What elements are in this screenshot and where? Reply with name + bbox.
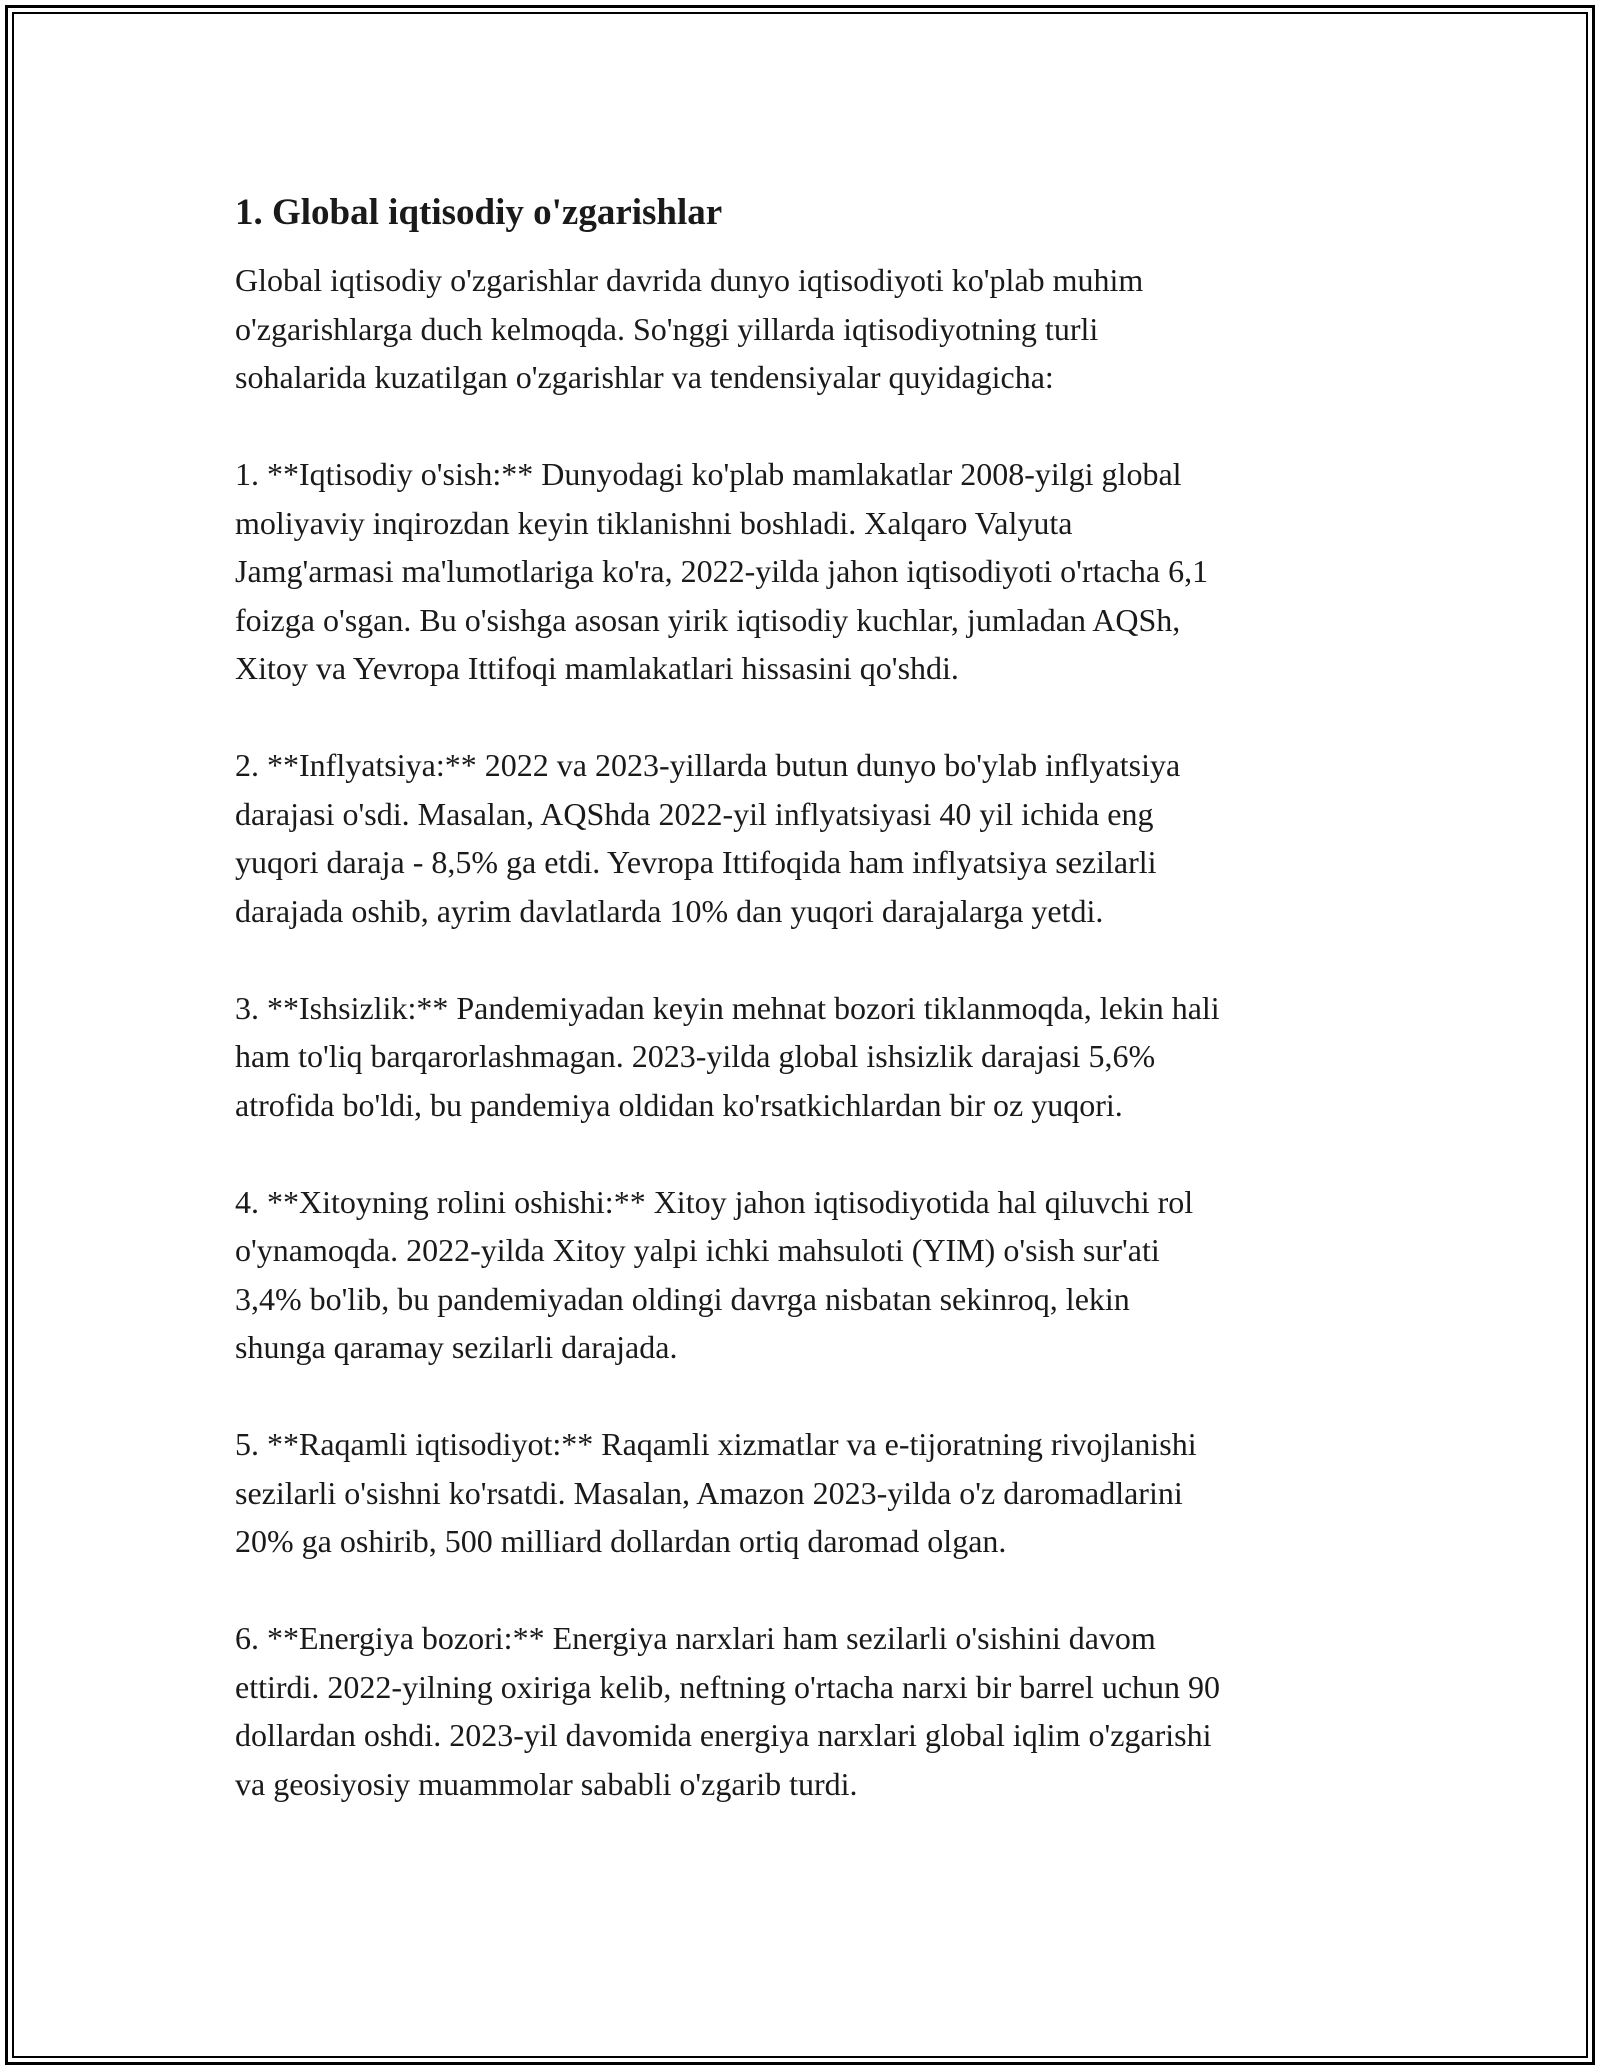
- text-line: atrofida bo'ldi, bu pandemiya oldidan ko'rsatkichlardan bir oz yuqori.: [235, 1086, 1123, 1123]
- text-line: darajasi o'sdi. Masalan, AQShda 2022-yil inflyatsiyasi 40 yil ichida eng: [235, 795, 1154, 832]
- text-line: dollardan oshdi. 2023-yil davomida energiya narxlari global iqlim o'zgarishi: [235, 1717, 1212, 1753]
- text-line: foizga o'sgan. Bu o'sishga asosan yirik iqtisodiy kuchlar, jumladan AQSh,: [235, 601, 1181, 638]
- text-line: sezilarli o'sishni ko'rsatdi. Masalan, Amazon 2023-yilda o'z daromadlarini: [235, 1474, 1183, 1511]
- text-line: va geosiyosiy muammolar sababli o'zgarib turdi.: [235, 1765, 858, 1802]
- text-line: 2. **Inflyatsiya:** 2022 va 2023-yillarda butun dunyo bo'ylab inflyatsiya: [235, 747, 1181, 783]
- text-line: ham to'liq barqarorlashmagan. 2023-yilda global ishsizlik darajasi 5,6%: [235, 1038, 1156, 1074]
- document-title: 1. Global iqtisodiy o'zgarishlar: [235, 192, 723, 233]
- text-line: 20% ga oshirib, 500 milliard dollardan ortiq daromad olgan.: [235, 1523, 1007, 1559]
- text-line: darajada oshib, ayrim davlatlarda 10% dan yuqori darajalarga yetdi.: [235, 892, 1104, 929]
- text-line: 6. **Energiya bozori:** Energiya narxlari ham sezilarli o'sishini davom: [235, 1620, 1156, 1656]
- text-line: yuqori daraja - 8,5% ga etdi. Yevropa Ittifoqida ham inflyatsiya sezilarli: [235, 844, 1157, 880]
- section-economic-growth: [235, 450, 1385, 693]
- text-line: 1. **Iqtisodiy o'sish:** Dunyodagi ko'plab mamlakatlar 2008-yilgi global: [235, 456, 1182, 492]
- text-line: o'zgarishlarga duch kelmoqda. So'nggi yillarda iqtisodiyotning turli: [235, 310, 1099, 347]
- document-body: [235, 186, 1385, 1857]
- section-digital-economy: [235, 1420, 1385, 1566]
- text-line: sohalarida kuzatilgan o'zgarishlar va tendensiyalar quyidagicha:: [235, 359, 1054, 395]
- text-line: Xitoy va Yevropa Ittifoqi mamlakatlari hissasini qo'shdi.: [235, 650, 959, 686]
- text-line: 3,4% bo'lib, bu pandemiyadan oldingi davrga nisbatan sekinroq, lekin: [235, 1280, 1130, 1317]
- section-china-role: [235, 1178, 1385, 1372]
- section-inflation: [235, 741, 1385, 935]
- text-line: 3. **Ishsizlik:** Pandemiyadan keyin mehnat bozori tiklanmoqda, lekin hali: [235, 989, 1220, 1026]
- text-line: Global iqtisodiy o'zgarishlar davrida dunyo iqtisodiyoti ko'plab muhim: [235, 262, 1144, 298]
- text-line: Jamg'armasi ma'lumotlariga ko'ra, 2022-yilda jahon iqtisodiyoti o'rtacha 6,1: [235, 553, 1209, 589]
- text-line: shunga qaramay sezilarli darajada.: [235, 1329, 678, 1365]
- intro-paragraph: [235, 256, 1385, 402]
- text-line: 5. **Raqamli iqtisodiyot:** Raqamli xizmatlar va e-tijoratning rivojlanishi: [235, 1426, 1197, 1462]
- text-line: ettirdi. 2022-yilning oxiriga kelib, neftning o'rtacha narxi bir barrel uchun 90: [235, 1668, 1221, 1705]
- section-energy-market: [235, 1614, 1385, 1808]
- section-unemployment: [235, 984, 1385, 1130]
- text-line: o'ynamoqda. 2022-yilda Xitoy yalpi ichki mahsuloti (YIM) o'sish sur'ati: [235, 1232, 1160, 1268]
- text-line: moliyaviy inqirozdan keyin tiklanishni boshladi. Xalqaro Valyuta: [235, 504, 1073, 541]
- text-line: 4. **Xitoyning rolini oshishi:** Xitoy jahon iqtisodiyotida hal qiluvchi rol: [235, 1183, 1194, 1220]
